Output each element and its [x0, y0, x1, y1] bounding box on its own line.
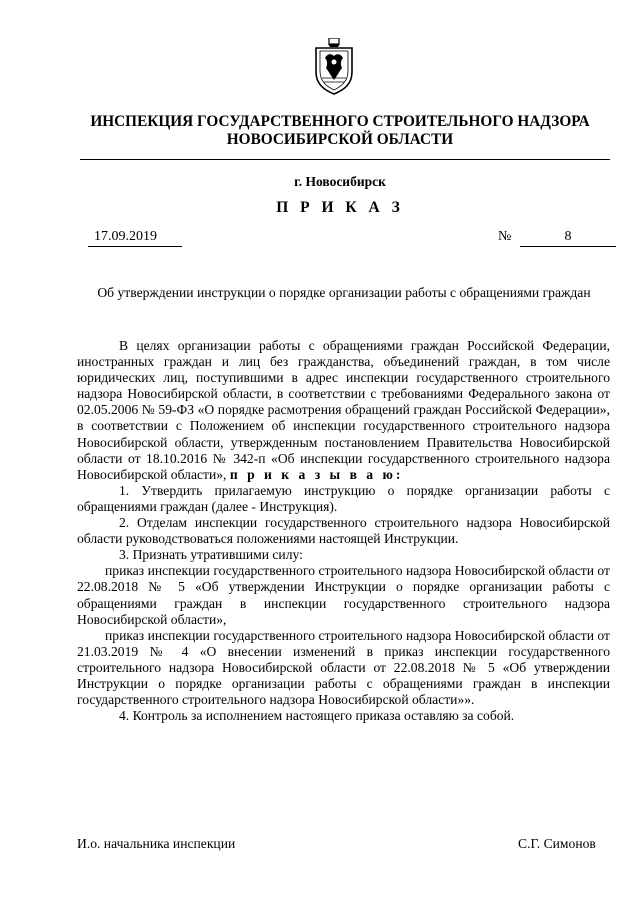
order-body: [77, 338, 610, 724]
preamble-paragraph: [77, 338, 610, 483]
document-type-title: П Р И К А З: [276, 199, 404, 216]
organization-name-line1: ИНСПЕКЦИЯ ГОСУДАРСТВЕННОГО СТРОИТЕЛЬНОГО НАДЗОРА: [90, 113, 590, 130]
coat-of-arms-emblem: [312, 38, 356, 96]
signatory-position: И.о. начальника инспекции: [77, 836, 236, 851]
item-4: 4. Контроль за исполнением настоящего приказа оставляю за собой.: [119, 708, 515, 724]
order-number-label: №: [498, 229, 512, 244]
signatory-name: С.Г. Симонов: [518, 836, 596, 851]
order-subject: Об утверждении инструкции о порядке организации работы с обращениями граждан: [97, 285, 591, 300]
item-3b: приказ инспекции государственного строительного надзора Новосибирской области от 21.03.2019 № 4 «О внесении изменений в приказ инспекции государственного строительного надзора Новосибирской области от 22.08.2018 № 5 «Об утверждении Инструкции о порядке организации работы с обращениями граждан в инспекции государственного строительного надзора Новосибирской области»».: [77, 627, 610, 708]
order-word: п р и к а з ы в а ю:: [229, 466, 404, 482]
organization-name-line2: НОВОСИБИРСКОЙ ОБЛАСТИ: [226, 131, 454, 148]
item-2: 2. Отделам инспекции государственного строительного надзора Новосибирской области руководствоваться положениями настоящей Инструкции.: [77, 515, 610, 547]
item-3a: приказ инспекции государственного строительного надзора Новосибирской области от 22.08.2018 № 5 «Об утверждении Инструкции о порядке организации работы с обращениями граждан в инспекции государственного строительного надзора Новосибирской области»,: [77, 563, 610, 627]
order-number: 8: [520, 228, 616, 247]
city: г. Новосибирск: [294, 174, 386, 189]
item-3: 3. Признать утратившими силу:: [119, 547, 303, 563]
order-date: 17.09.2019: [88, 228, 182, 247]
preamble-text: В целях организации работы с обращениями граждан Российской Федерации, иностранных граждан и лиц без гражданства, объединений граждан, в том числе юридических лиц, поступившими в адрес инспекции государственного строительного надзора Новосибирской области, в соответствии с требованиями Федерального закона от 02.05.2006 № 59-ФЗ «О порядке расмотрения обращений граждан Российской Федерации», в соответствии с Положением об инспекции государственного строительного надзора Новосибирской области, утвержденным постановлением Правительства Новосибирской области от 18.10.2016 № 342-п «Об инспекции государственного строительного надзора Новосибирской области»,: [77, 338, 610, 482]
item-1: 1. Утвердить прилагаемую инструкцию о порядке организации работы с обращениями граждан (далее - Инструкция).: [77, 482, 610, 514]
header-divider: [80, 159, 610, 160]
